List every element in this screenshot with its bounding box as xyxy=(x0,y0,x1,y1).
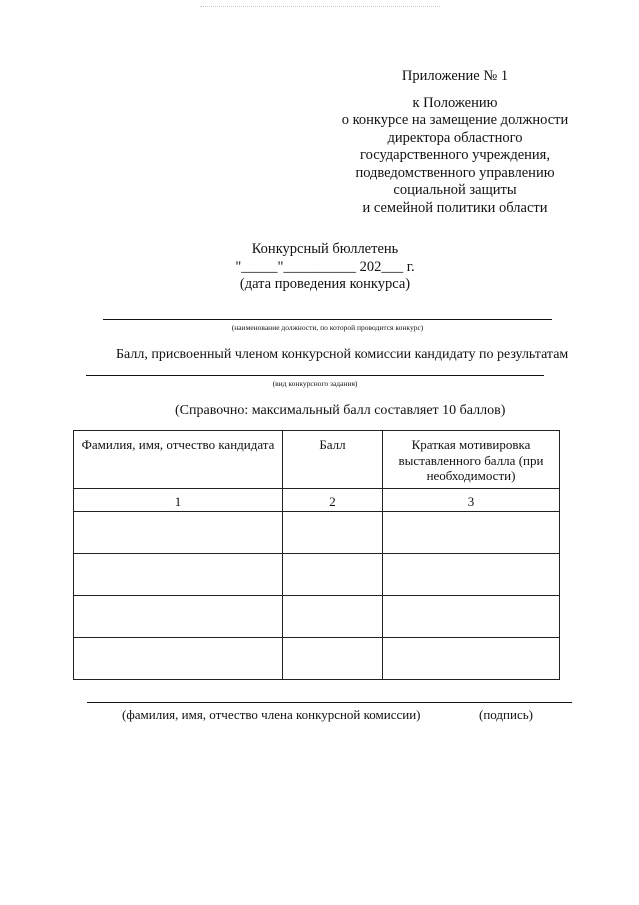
ballot-title: Конкурсный бюллетень xyxy=(251,241,399,257)
task-type-line[interactable] xyxy=(86,375,544,376)
score-cell[interactable] xyxy=(283,554,383,596)
ballot-date-line: "_____"__________ 202___ г. xyxy=(235,258,415,275)
motivation-cell[interactable] xyxy=(383,554,560,596)
column-number: 1 xyxy=(74,489,283,512)
column-number: 2 xyxy=(283,489,383,512)
table-row xyxy=(74,596,560,638)
column-number: 3 xyxy=(383,489,560,512)
scan-top-marks xyxy=(200,6,440,11)
motivation-cell[interactable] xyxy=(383,596,560,638)
signature-line[interactable] xyxy=(87,702,572,703)
appendix-header xyxy=(330,68,580,217)
table-row xyxy=(74,512,560,554)
table-header-row xyxy=(74,431,560,489)
table-row xyxy=(74,554,560,596)
signature-caption: (подпись) xyxy=(479,707,533,722)
appendix-line: о конкурсе на замещение должности xyxy=(341,112,569,128)
ballot-date-caption: (дата проведения конкурса) xyxy=(239,276,411,292)
candidate-name-cell[interactable] xyxy=(74,638,283,680)
position-caption: (наименование должности, по которой проводится конкурс) xyxy=(231,323,424,332)
appendix-line: и семейной политики области xyxy=(362,199,548,216)
motivation-cell[interactable] xyxy=(383,638,560,680)
score-cell[interactable] xyxy=(283,596,383,638)
header-score: Балл xyxy=(283,431,383,489)
position-name-line[interactable] xyxy=(103,319,552,320)
ballot-header xyxy=(205,241,445,294)
candidate-name-cell[interactable] xyxy=(74,596,283,638)
appendix-line: подведомственного управлению xyxy=(355,164,555,181)
table-number-row xyxy=(74,489,560,512)
score-cell[interactable] xyxy=(283,638,383,680)
appendix-line: к Положению xyxy=(412,94,498,111)
candidate-name-cell[interactable] xyxy=(74,512,283,554)
appendix-line: социальной защиты xyxy=(393,182,517,198)
signature-captions xyxy=(122,707,533,723)
task-type-caption: (вид конкурсного задания) xyxy=(272,379,358,388)
appendix-number: Приложение № 1 xyxy=(401,68,509,84)
candidate-name-cell[interactable] xyxy=(74,554,283,596)
score-cell[interactable] xyxy=(283,512,383,554)
motivation-cell[interactable] xyxy=(383,512,560,554)
member-name-caption: (фамилия, имя, отчество члена конкурсной комиссии) xyxy=(122,707,421,722)
appendix-line: директора областного xyxy=(387,129,523,146)
header-candidate-name: Фамилия, имя, отчество кандидата xyxy=(74,431,283,489)
appendix-line: государственного учреждения, xyxy=(360,147,550,163)
score-intro-text: Балл, присвоенный членом конкурсной комиссии кандидату по результатам xyxy=(116,347,569,362)
header-motivation: Краткая мотивировка выставленного балла (при необходимости) xyxy=(383,431,560,489)
score-table xyxy=(73,430,560,680)
table-row xyxy=(74,638,560,680)
reference-note: (Справочно: максимальный балл составляет 10 баллов) xyxy=(175,403,506,418)
